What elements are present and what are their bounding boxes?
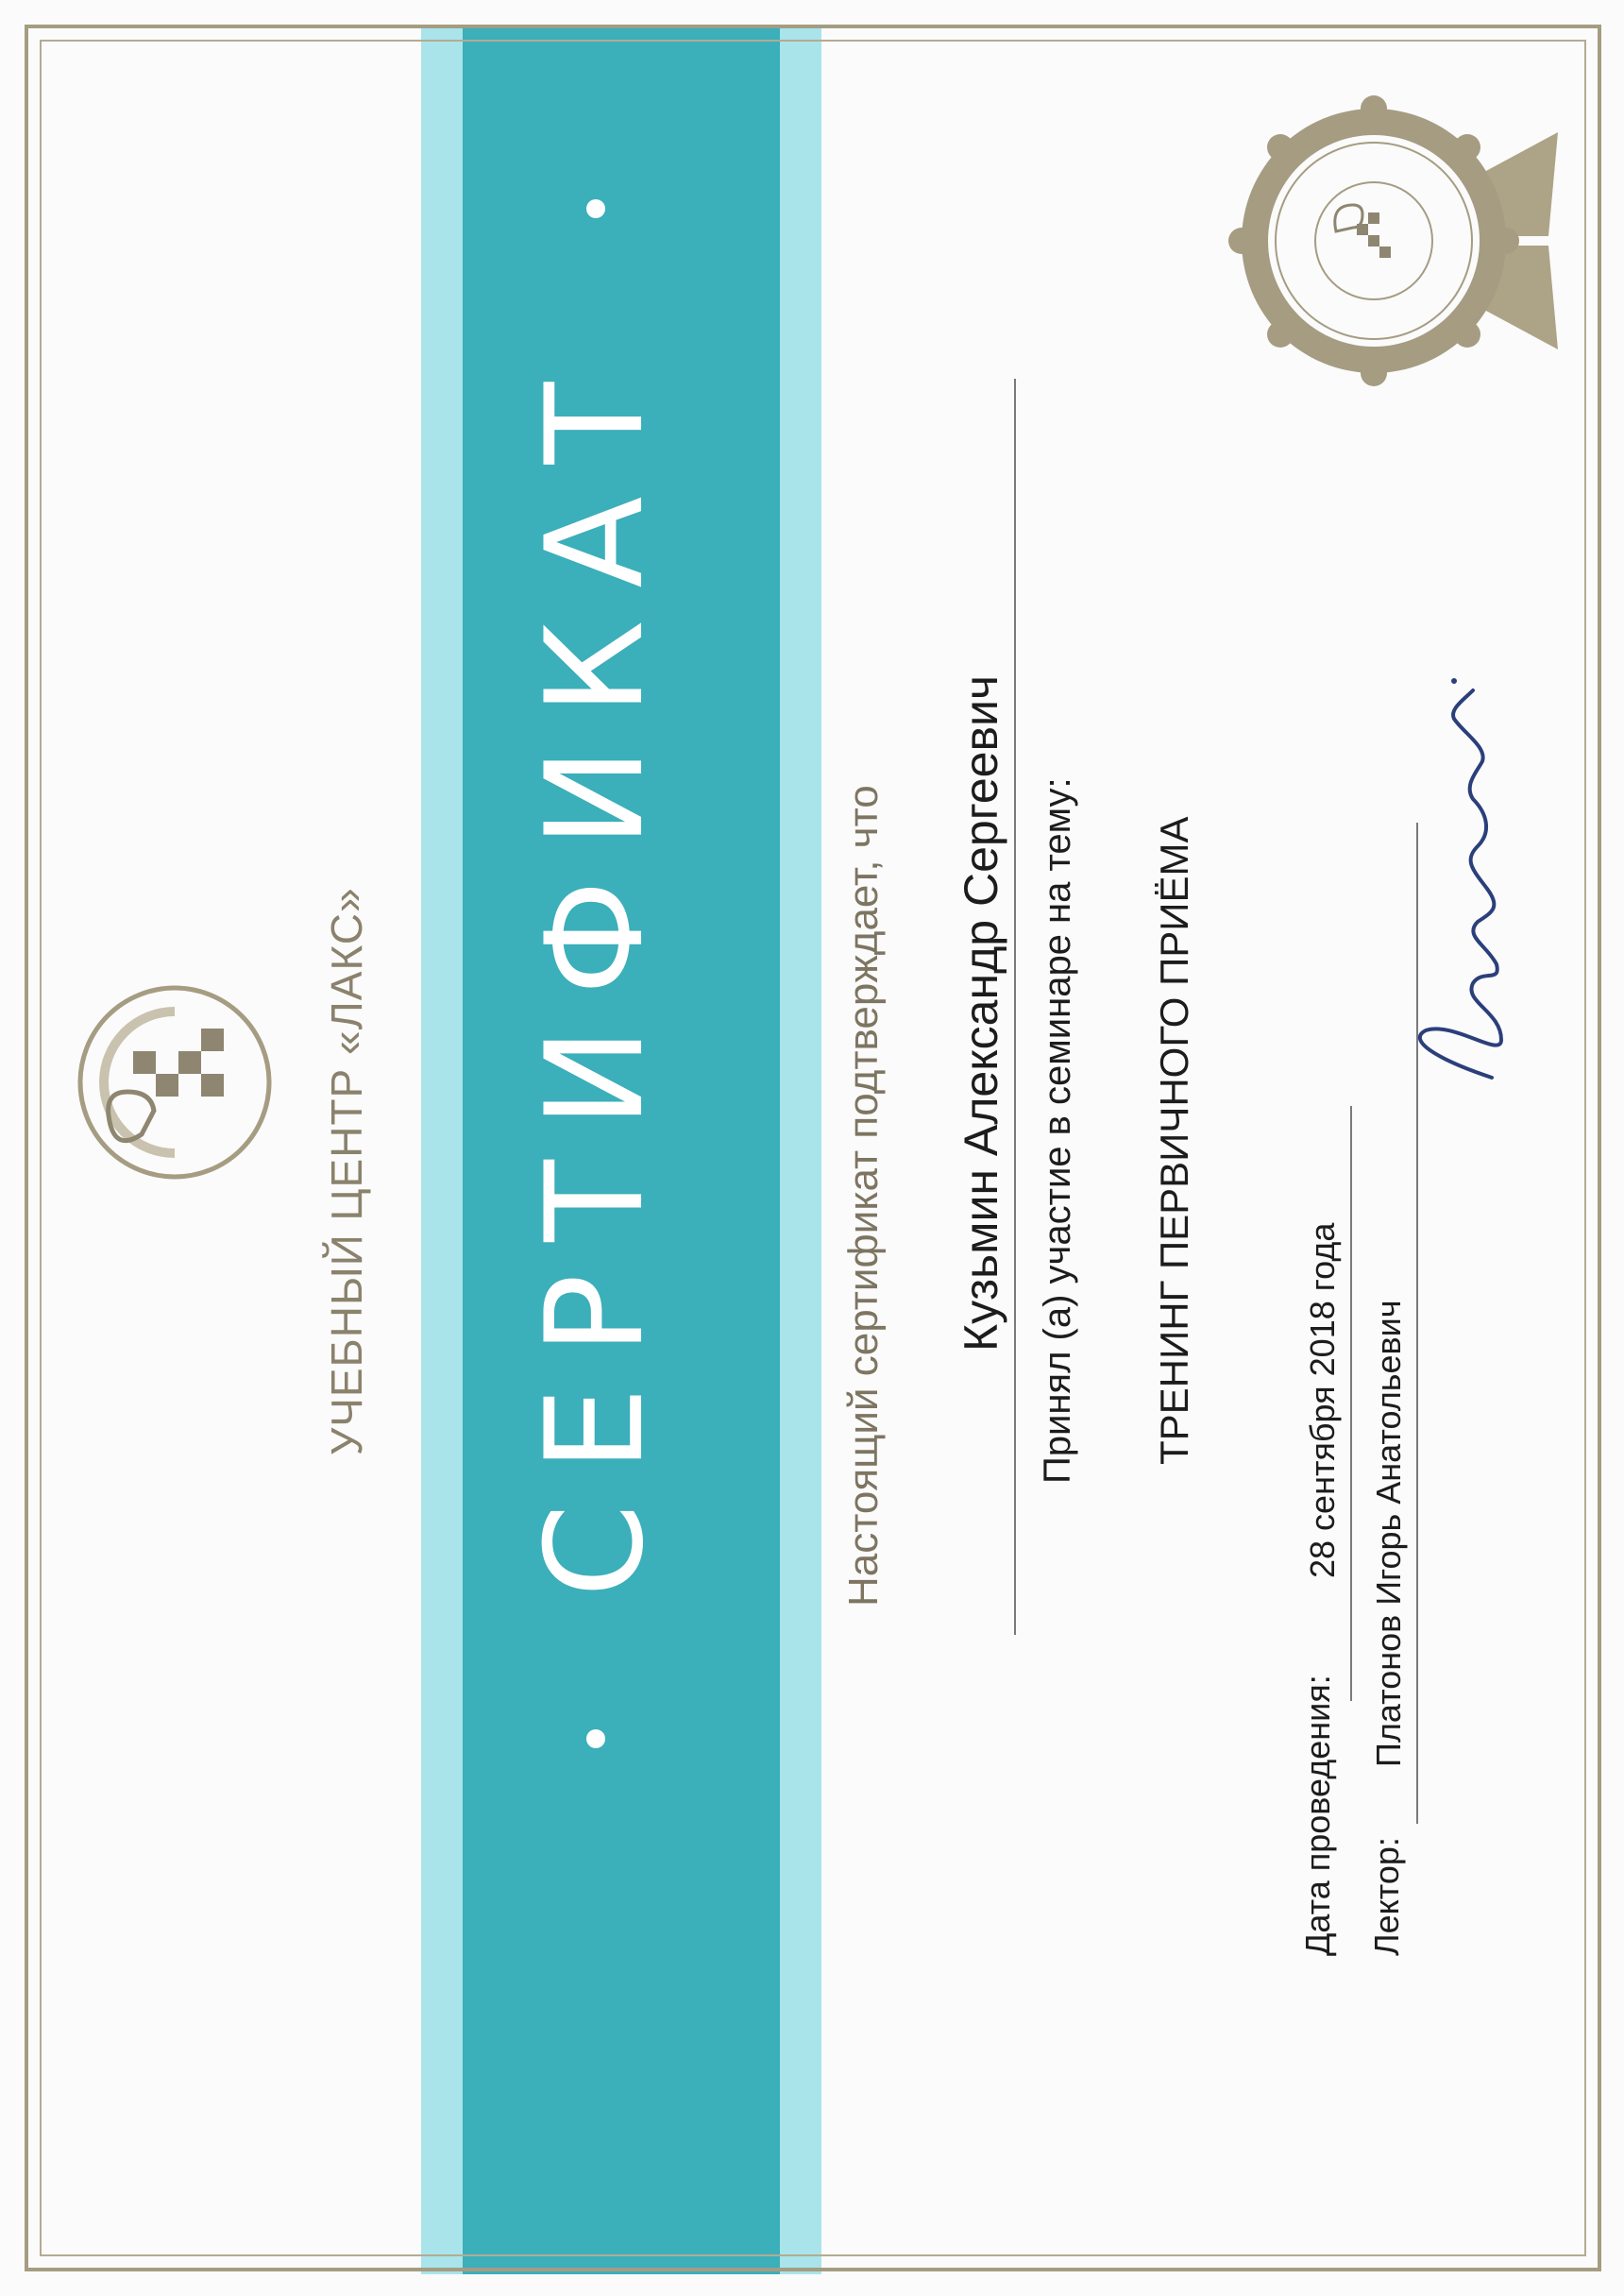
certificate-title-text: СЕРТИФИКАТ [517,349,673,1598]
date-label: Дата проведения: [1298,1675,1337,1956]
laks-tooth-logo-icon [66,974,283,1191]
organization-title: УЧЕБНЫЙ ЦЕНТР «ЛАКС» [322,887,371,1455]
date-underline [1350,1106,1352,1701]
seminar-intro: Принял (а) участие в семинаре на тему: [1037,777,1078,1484]
date-value: 28 сентября 2018 года [1303,1222,1342,1578]
confirm-text: Настоящий сертификат подтверждает, что [840,785,887,1607]
recipient-name-underline [1014,379,1016,1635]
seminar-topic: ТРЕНИНГ ПЕРВИЧНОГО ПРИЁМА [1152,816,1196,1465]
title-dot-right [586,199,605,218]
certificate-title [517,199,673,1748]
recipient-name: Кузьмин Александр Сергеевич [955,675,1007,1352]
handwritten-signature [1397,672,1530,1097]
title-dot-left [586,1729,605,1748]
lector-label: Лектор: [1367,1837,1406,1956]
lector-value: Платонов Игорь Анатольевич [1369,1300,1408,1767]
